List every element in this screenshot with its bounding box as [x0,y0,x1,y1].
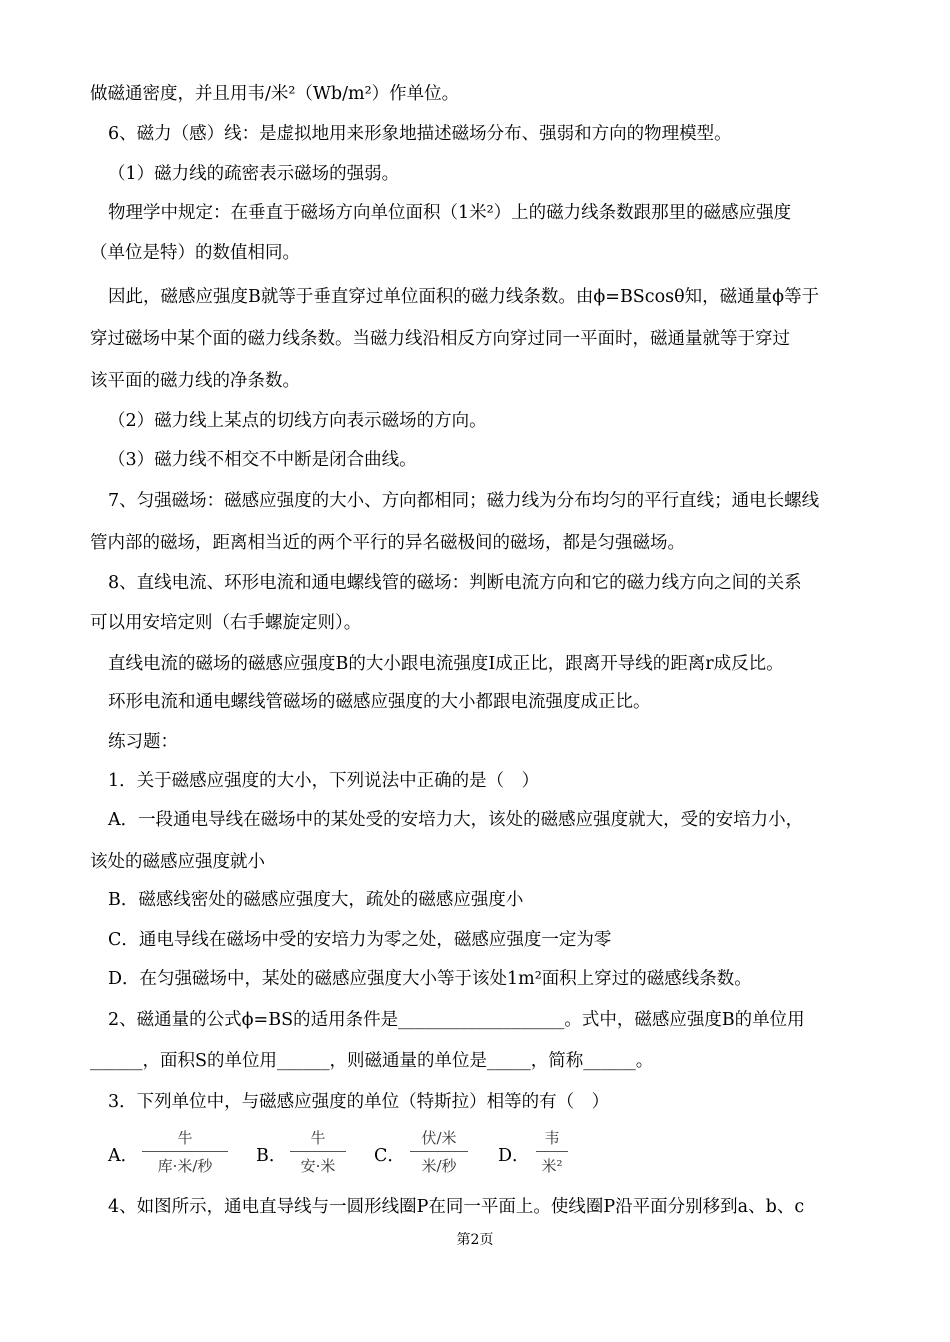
option-letter: B． [256,1146,287,1166]
unit-fraction [536,1126,568,1178]
text-line: 8、直线电流、环形电流和通电螺线管的磁场：判断电流方向和它的磁力线方向之间的关系 [108,573,802,593]
text-line: 管内部的磁场，距离相当近的两个平行的异名磁极间的磁场，都是匀强磁场。 [90,533,685,553]
text-line: 该平面的磁力线的净条数。 [90,371,300,391]
option-letter: C． [374,1146,405,1166]
text-line: 环形电流和通电螺线管磁场的磁感应强度的大小都跟电流强度成正比。 [108,692,651,712]
fraction-numerator: 伏/米 [421,1129,457,1147]
text-line: （1）磁力线的疏密表示磁场的强弱。 [108,164,400,184]
unit-fraction [290,1126,346,1178]
text-line: ______，面积S的单位用______，则磁通量的单位是_____，简称______。 [90,1051,654,1071]
text-line: A．一段通电导线在磁场中的某处受的安培力大，该处的磁感应强度就大，受的安培力小， [108,810,804,830]
fraction-denominator: 安·米 [300,1157,336,1175]
text-line: 物理学中规定：在垂直于磁场方向单位面积（1米²）上的磁力线条数跟那里的磁感应强度 [108,203,792,223]
fraction-denominator: 米/秒 [421,1157,457,1175]
text-line: 该处的磁感应强度就小 [90,852,265,872]
text-line: 6、磁力（感）线：是虚拟地用来形象地描述磁场分布、强弱和方向的物理模型。 [108,124,732,144]
text-line: 直线电流的磁场的磁感应强度B的大小跟电流强度I成正比，跟离开导线的距离r成反比。 [108,654,784,674]
fraction-denominator: 库·米/秒 [157,1157,213,1175]
fraction-bar [410,1151,468,1152]
option-letter: D． [498,1146,530,1166]
unit-fraction [142,1126,228,1178]
text-line: 4、如图所示，通电直导线与一圆形线圈P在同一平面上。使线圈P沿平面分别移到a、b、c [108,1197,805,1217]
text-line: （2）磁力线上某点的切线方向表示磁场的方向。 [108,411,487,431]
text-line: 可以用安培定则（右手螺旋定则）。 [90,613,362,633]
text-line: 1．关于磁感应强度的大小，下列说法中正确的是（ ） [108,771,540,791]
fraction-numerator: 牛 [177,1129,193,1147]
fraction-numerator: 韦 [544,1129,560,1147]
answer-options-row [108,1126,708,1182]
fraction-bar [536,1151,568,1152]
fraction-bar [290,1151,346,1152]
text-line: （3）磁力线不相交不中断是闭合曲线。 [108,450,417,470]
text-line: 7、匀强磁场：磁感应强度的大小、方向都相同；磁力线为分布均匀的平行直线；通电长螺线 [108,491,820,511]
fraction-denominator: 米² [541,1157,563,1175]
text-line: B．磁感线密处的磁感应强度大，疏处的磁感应强度小 [108,890,524,910]
page-number: 第2页 [456,1232,494,1248]
text-line: 2、磁通量的公式ϕ=BS的适用条件是___________________。式中，磁感应强度B的单位用 [108,1010,805,1030]
text-line: C．通电导线在磁场中受的安培力为零之处，磁感应强度一定为零 [108,930,612,950]
fraction-bar [142,1151,228,1152]
fraction-numerator: 牛 [310,1129,326,1147]
unit-fraction [410,1126,468,1178]
text-line: 3．下列单位中，与磁感应强度的单位（特斯拉）相等的有（ ） [108,1092,610,1112]
text-line: 练习题： [108,732,178,752]
text-line: D．在匀强磁场中，某处的磁感应强度大小等于该处1m²面积上穿过的磁感线条数。 [108,969,752,989]
text-line: （单位是特）的数值相同。 [90,243,300,263]
text-line: 做磁通密度，并且用韦/米²（Wb/m²）作单位。 [90,84,460,104]
text-line: 穿过磁场中某个面的磁力线条数。当磁力线沿相反方向穿过同一平面时，磁通量就等于穿过 [90,329,790,349]
option-letter: A． [108,1146,139,1166]
text-line: 因此，磁感应强度B就等于垂直穿过单位面积的磁力线条数。由ϕ=BScosθ知，磁通量ϕ等于 [108,287,820,307]
